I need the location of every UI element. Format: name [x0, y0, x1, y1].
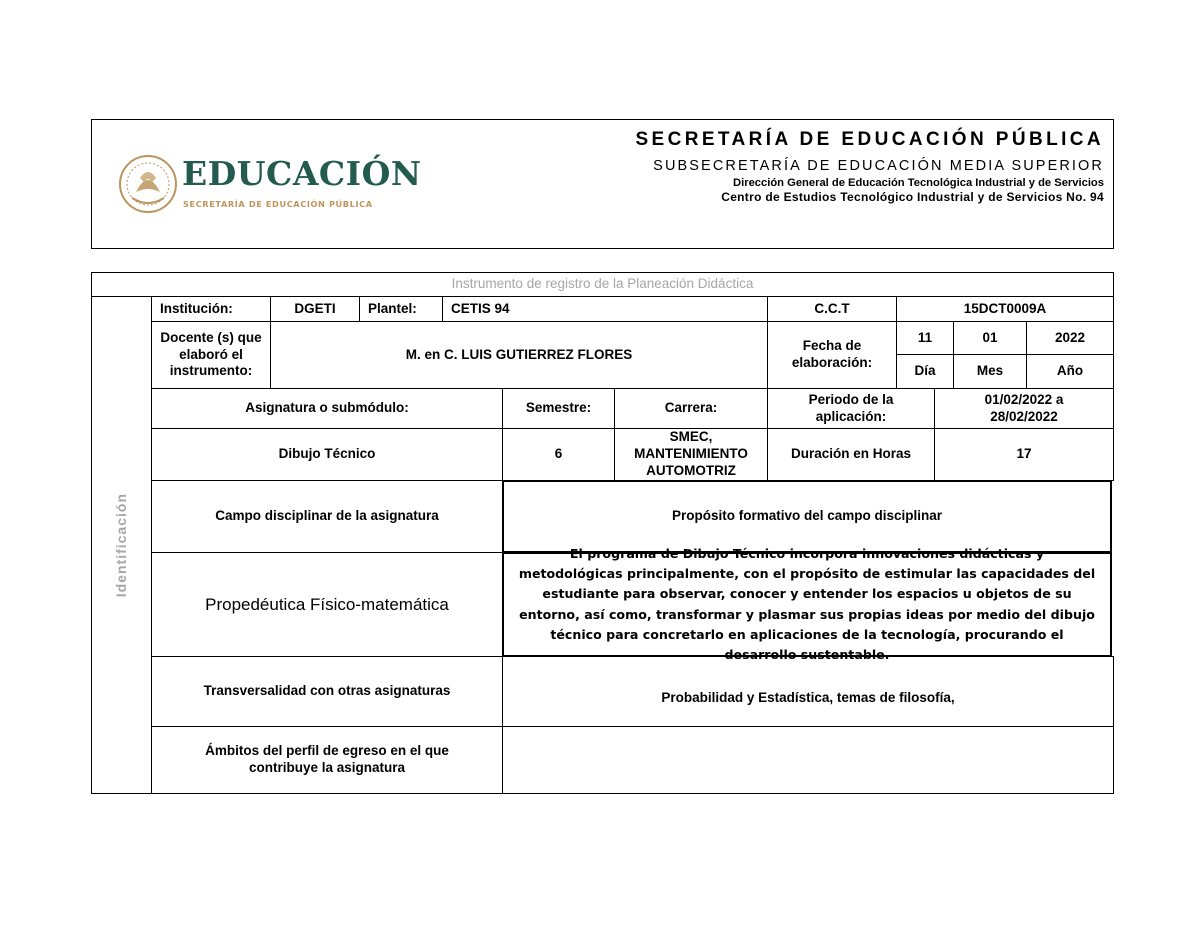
- campo-label: Campo disciplinar de la asignatura: [151, 480, 503, 553]
- transversalidad-value: Probabilidad y Estadística, temas de filosofía,: [502, 656, 1114, 727]
- institucion-label: Institución:: [151, 296, 271, 322]
- cct-value: 15DCT0009A: [896, 296, 1114, 322]
- anio-label: Año: [1026, 354, 1114, 389]
- dia-label: Día: [896, 354, 954, 389]
- form-banner: Instrumento de registro de la Planeación Didáctica: [91, 272, 1114, 297]
- duracion-label: Duración en Horas: [767, 428, 935, 481]
- docente-value: M. en C. LUIS GUTIERREZ FLORES: [270, 321, 768, 389]
- carrera-value: SMEC, MANTENIMIENTO AUTOMOTRIZ: [614, 428, 768, 481]
- periodo-value: 01/02/2022 a 28/02/2022: [934, 388, 1114, 429]
- carrera-label: Carrera:: [614, 388, 768, 429]
- ambitos-value: [502, 726, 1114, 794]
- plantel-value: CETIS 94: [442, 296, 768, 322]
- periodo-label: Periodo de la aplicación:: [767, 388, 935, 429]
- proposito-label: Propósito formativo del campo disciplinar: [502, 480, 1112, 553]
- plantel-label: Plantel:: [359, 296, 443, 322]
- cct-label: C.C.T: [767, 296, 897, 322]
- docente-label: Docente (s) que elaboró el instrumento:: [151, 321, 271, 389]
- logo-subtitle: SECRETARÍA DE EDUCACIÓN PÚBLICA: [183, 199, 373, 209]
- duracion-value: 17: [934, 428, 1114, 481]
- asignatura-value: Dibujo Técnico: [151, 428, 503, 481]
- semestre-label: Semestre:: [502, 388, 615, 429]
- header-center: Centro de Estudios Tecnológico Industrial y de Servicios No. 94: [721, 190, 1104, 204]
- coat-of-arms-icon: [118, 148, 178, 220]
- mes-label: Mes: [953, 354, 1027, 389]
- sep-logo: [118, 148, 422, 220]
- side-label-cell: [91, 296, 152, 794]
- fecha-anio: 2022: [1026, 321, 1114, 355]
- fecha-dia: 11: [896, 321, 954, 355]
- institucion-value: DGETI: [270, 296, 360, 322]
- header-direction: Dirección General de Educación Tecnológica Industrial y de Servicios: [733, 177, 1104, 189]
- logo-wordmark: EDUCACIÓN: [182, 154, 422, 193]
- side-label: Identificación: [112, 492, 129, 598]
- ambitos-label: Ámbitos del perfil de egreso en el que contribuye la asignatura: [151, 726, 503, 794]
- header-subtitle: SUBSECRETARÍA DE EDUCACIÓN MEDIA SUPERIOR: [653, 158, 1104, 174]
- fecha-label: Fecha de elaboración:: [767, 321, 897, 389]
- transversalidad-label: Transversalidad con otras asignaturas: [151, 656, 503, 727]
- semestre-value: 6: [502, 428, 615, 481]
- asignatura-label: Asignatura o submódulo:: [151, 388, 503, 429]
- campo-value: Propedéutica Físico-matemática: [151, 552, 503, 657]
- fecha-mes: 01: [953, 321, 1027, 355]
- proposito-value: El programa de Dibujo Técnico incorpora innovaciones didácticas y metodológicas principalmente, con el propósito de estimular las capacidades del estudiante para observar, conocer y entender los espacios u objetos de su entorno, así como, transformar y plasmar sus propias ideas por medio del dibujo técnico para concretarlo en aplicaciones de la tecnología, procurando el desarrollo sustentable.: [502, 552, 1112, 657]
- header-title: SECRETARÍA DE EDUCACIÓN PÚBLICA: [635, 129, 1104, 150]
